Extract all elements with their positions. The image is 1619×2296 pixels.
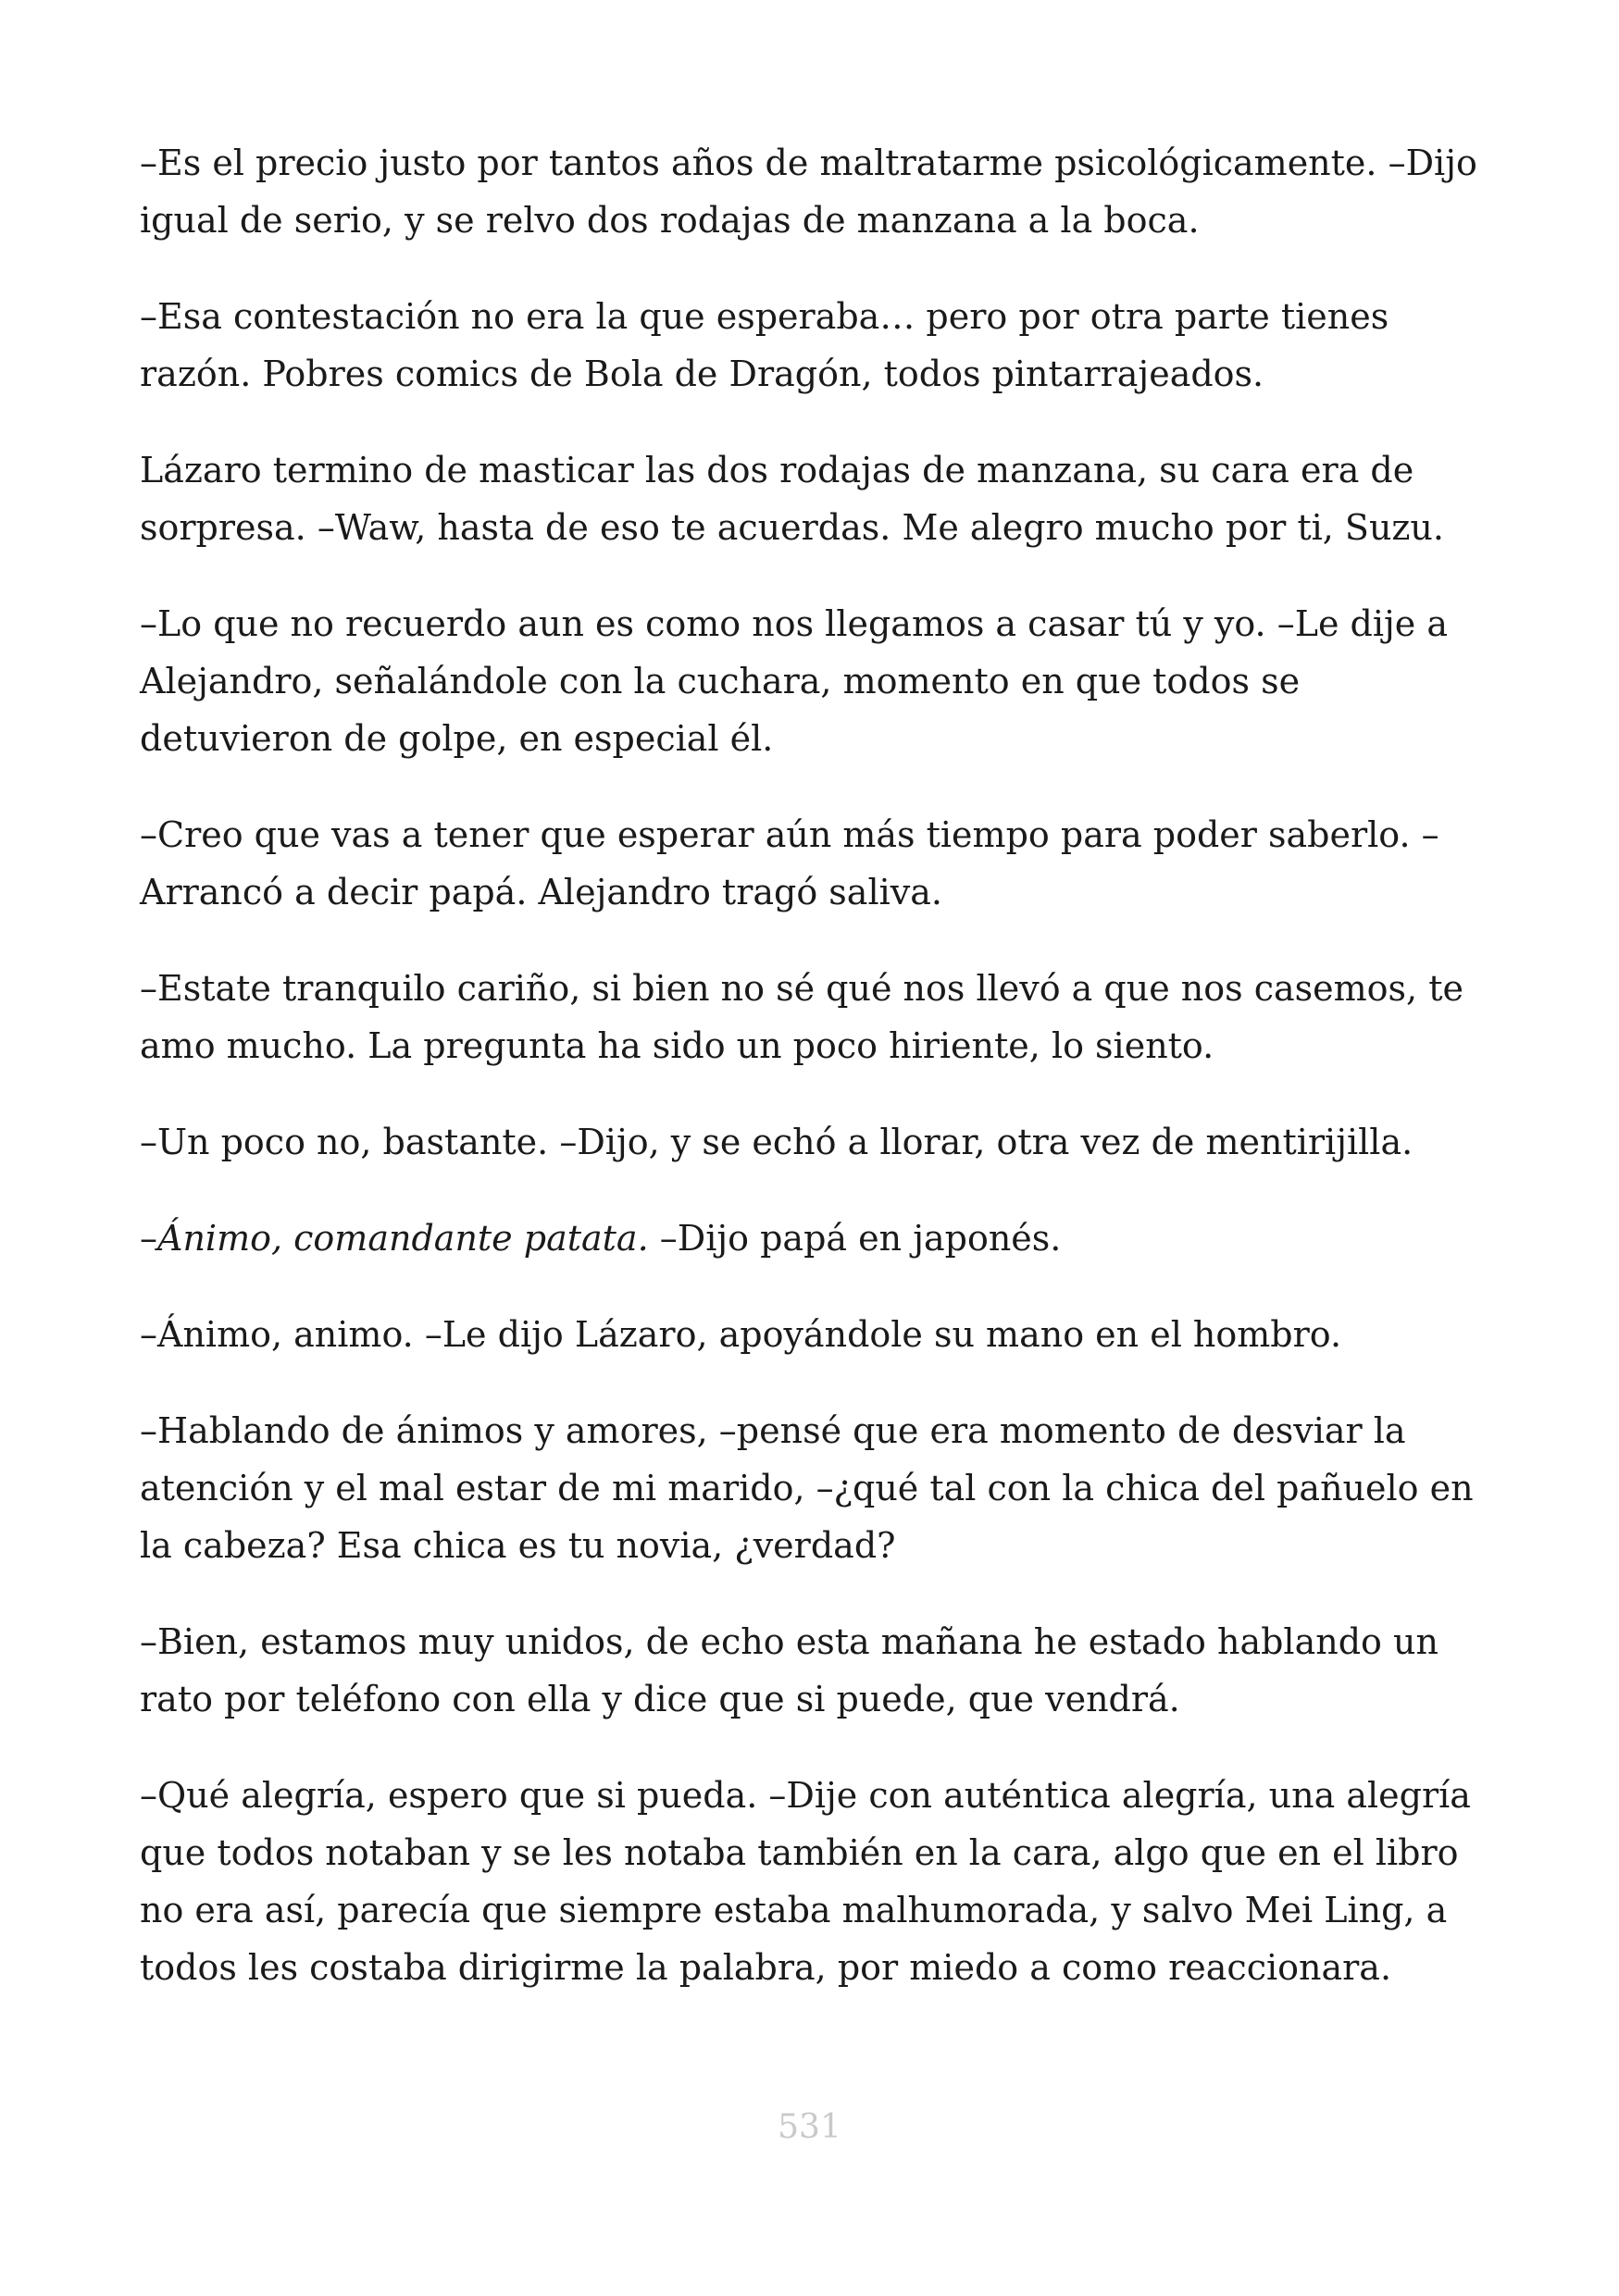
italic-prefix: – <box>140 1218 157 1259</box>
page-number: 531 <box>778 2108 841 2146</box>
paragraph: –Qué alegría, espero que si pueda. –Dije con auténtica alegría, una alegría que todos notaban y se les notaba también en la cara, algo que en el libro no era así, parecía que siempre estaba malhumorada, y salvo Mei Ling, a todos les costaba dirigirme la palabra, por miedo a como reaccionara. <box>140 1775 1471 1988</box>
italic-speech: Ánimo, comandante patata. <box>157 1218 649 1259</box>
paragraph: –Un poco no, bastante. –Dijo, y se echó a llorar, otra vez de mentirijilla. <box>140 1122 1414 1162</box>
paragraph: –Estate tranquilo cariño, si bien no sé qué nos llevó a que nos casemos, te amo mucho. La pregunta ha sido un poco hiriente, lo siento. <box>140 968 1463 1066</box>
paragraph-italic-line <box>140 1210 1491 1267</box>
paragraph: –Bien, estamos muy unidos, de echo esta mañana he estado hablando un rato por teléfono con ella y dice que si puede, que vendrá. <box>140 1621 1438 1719</box>
paragraph: –Lo que no recuerdo aun es como nos llegamos a casar tú y yo. –Le dije a Alejandro, señalándole con la cuchara, momento en que todos se detuvieron de golpe, en especial él. <box>140 603 1448 759</box>
paragraph: –Ánimo, animo. –Le dijo Lázaro, apoyándole su mano en el hombro. <box>140 1314 1342 1355</box>
paragraph: –Hablando de ánimos y amores, –pensé que era momento de desviar la atención y el mal estar de mi marido, –¿qué tal con la chica del pañuelo en la cabeza? Esa chica es tu novia, ¿verdad? <box>140 1410 1474 1566</box>
paragraph: Lázaro termino de masticar las dos rodajas de manzana, su cara era de sorpresa. –Waw, hasta de eso te acuerdas. Me alegro mucho por ti, Suzu. <box>140 450 1444 548</box>
paragraph: –Es el precio justo por tantos años de maltratarme psicológicamente. –Dijo igual de serio, y se relvo dos rodajas de manzana a la boca. <box>140 143 1477 241</box>
page-body <box>140 134 1491 2035</box>
paragraph: –Creo que vas a tener que esperar aún más tiempo para poder saberlo. –Arrancó a decir papá. Alejandro tragó saliva. <box>140 814 1439 912</box>
paragraph: –Esa contestación no era la que esperaba… pero por otra parte tienes razón. Pobres comics de Bola de Dragón, todos pintarrajeados. <box>140 296 1389 394</box>
italic-suffix: –Dijo papá en japonés. <box>648 1218 1062 1259</box>
